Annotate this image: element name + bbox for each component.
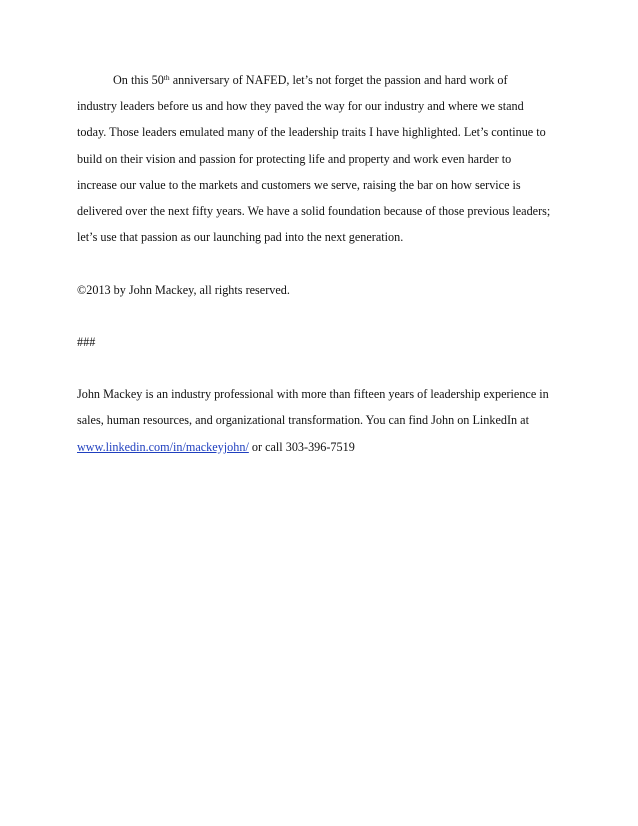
blank-line xyxy=(77,303,567,329)
bio-line: John Mackey is an industry professional with more than fifteen years of leadership experience in xyxy=(77,387,549,402)
paragraph-line: delivered over the next fifty years. We have a solid foundation because of those previous leaders; xyxy=(77,203,551,218)
paragraph-line: today. Those leaders emulated many of the leadership traits I have highlighted. Let’s continue to xyxy=(77,125,546,140)
author-bio xyxy=(77,381,567,460)
bio-line: sales, human resources, and organizational transformation. You can find John on LinkedIn at xyxy=(77,413,529,428)
paragraph-line: industry leaders before us and how they paved the way for our industry and where we stand xyxy=(77,99,524,114)
section-separator: ### xyxy=(77,334,96,349)
blank-line xyxy=(77,355,567,381)
paragraph-line: build on their vision and passion for protecting life and property and work even harder to xyxy=(77,151,512,166)
blank-line xyxy=(77,250,567,276)
paragraph-line: increase our value to the markets and customers we serve, raising the bar on how service is xyxy=(77,177,521,192)
copyright-notice: ©2013 by John Mackey, all rights reserved. xyxy=(77,282,290,297)
closing-paragraph xyxy=(77,67,567,250)
phone-text: or call 303-396-7519 xyxy=(248,439,355,454)
ordinal-suffix: th xyxy=(163,73,170,82)
document-body xyxy=(77,67,567,460)
linkedin-link[interactable]: www.linkedin.com/in/mackeyjohn/ xyxy=(77,439,249,454)
paragraph-text: On this 50 xyxy=(113,73,164,87)
paragraph-line: let’s use that passion as our launching pad into the next generation. xyxy=(77,230,404,245)
paragraph-line xyxy=(77,67,567,93)
bio-line xyxy=(77,434,567,460)
paragraph-text: anniversary of NAFED, let’s not forget the passion and hard work of xyxy=(169,73,508,87)
